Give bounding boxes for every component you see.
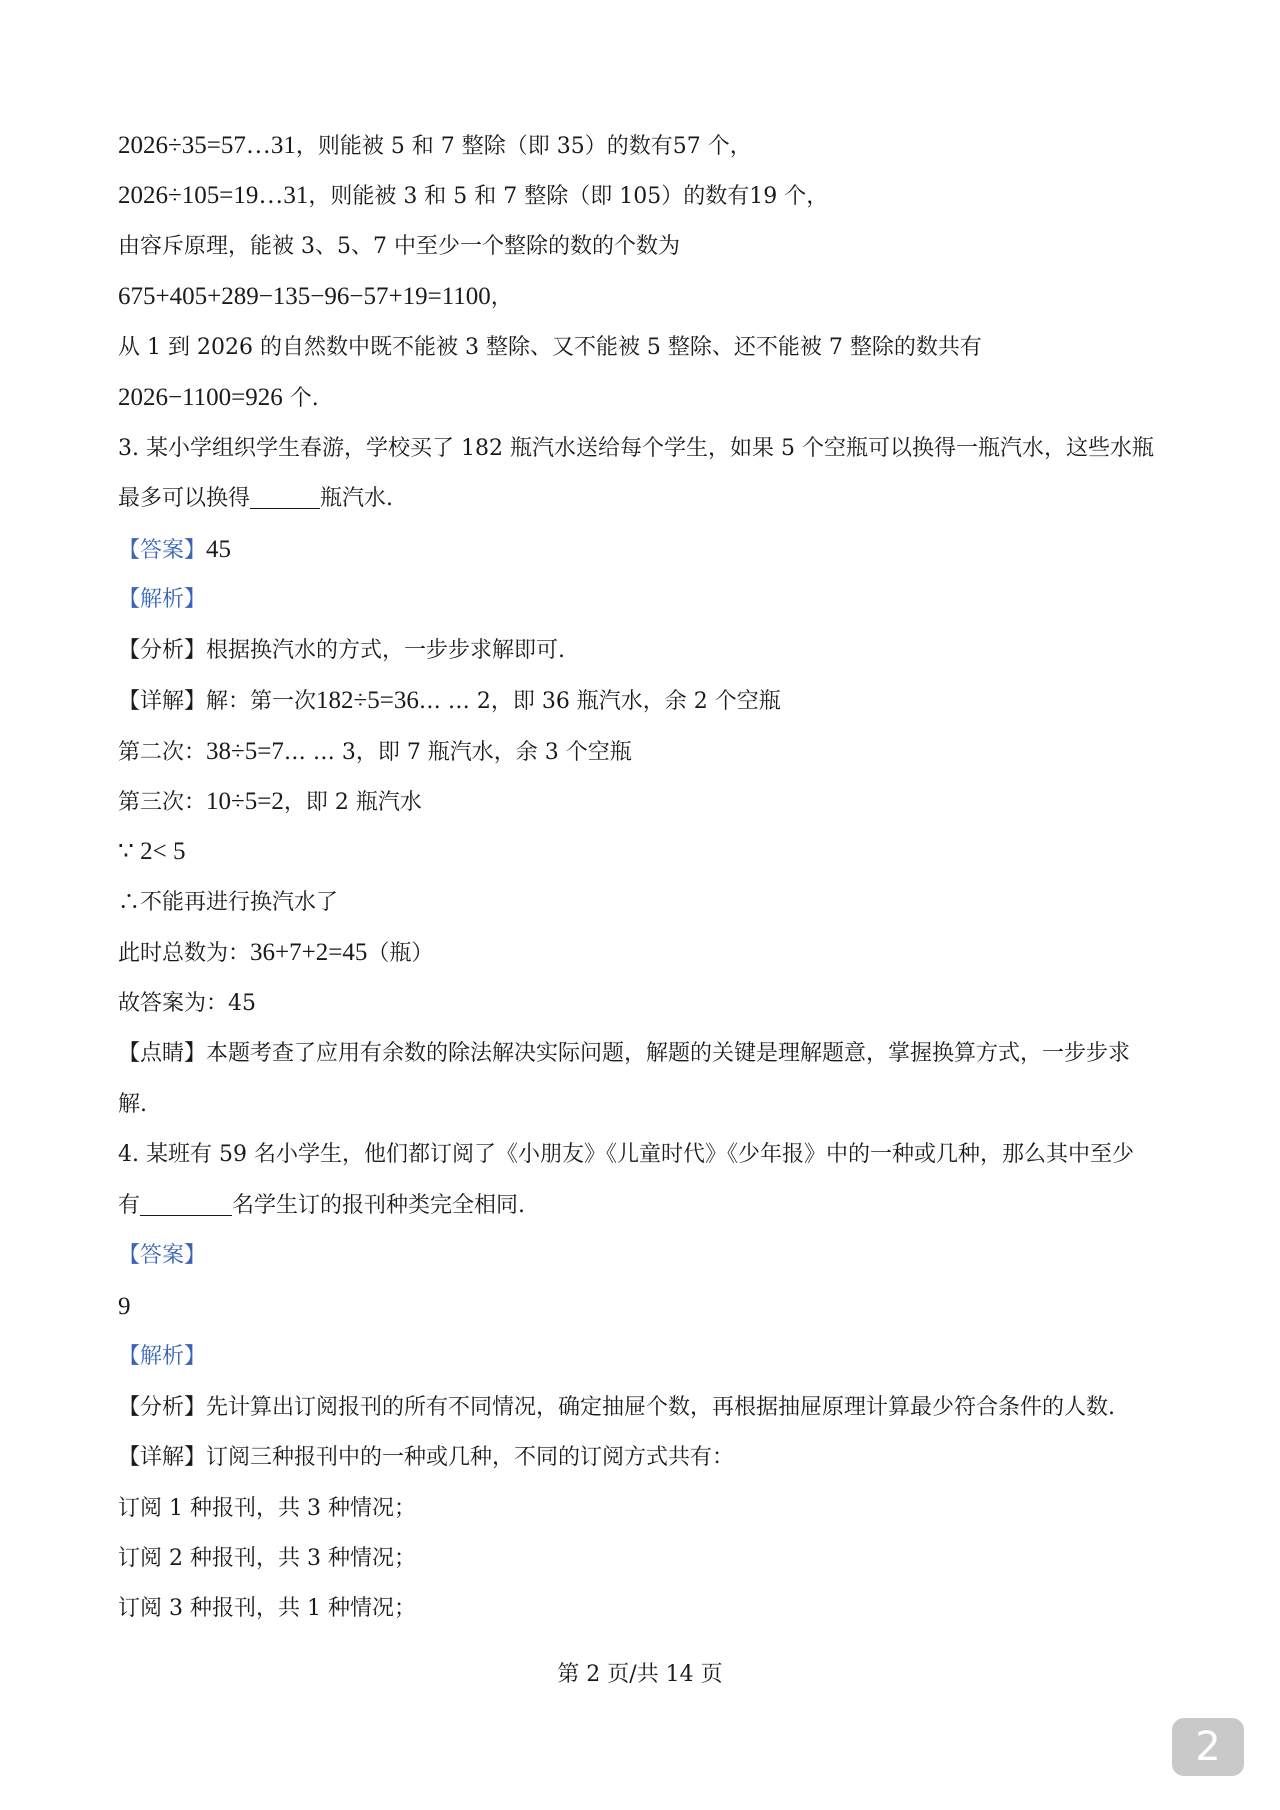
formula-text: ，则能被 3 和 5 和 7 整除（即 105）的数有19 个， — [308, 184, 829, 209]
calc-line-3 — [118, 232, 680, 262]
q4-text-before-blank: 有 — [118, 1193, 141, 1218]
formula-text: ，即 2 瓶汽水 — [283, 790, 422, 815]
q3-second-step — [118, 737, 632, 768]
q4-answer-heading — [118, 1241, 206, 1271]
q4-xiangjie-text: 【详解】订阅三种报刊中的一种或几种，不同的订阅方式共有： — [118, 1445, 735, 1470]
page-number-badge: 2 — [1172, 1718, 1244, 1776]
q3-fenxi-text: 【分析】根据换汽水的方式，一步步求解即可. — [118, 638, 565, 663]
q4-answer: 9 — [118, 1293, 131, 1320]
formula-text: （瓶） — [367, 941, 434, 966]
q4-xiangjie — [118, 1443, 734, 1473]
answer-tag: 【答案】 — [118, 538, 207, 563]
analysis-tag: 【解析】 — [118, 587, 207, 612]
q3-question-line-1 — [118, 434, 1154, 464]
q3-dianjing-line-2 — [118, 1090, 147, 1120]
q3-therefore — [118, 888, 338, 918]
formula: 182÷5=36 — [316, 687, 419, 714]
calc-line-6 — [118, 383, 319, 414]
q4-question-line-2 — [118, 1191, 525, 1221]
q3-xiangjie — [118, 686, 781, 717]
q4-answer-line — [118, 1292, 131, 1322]
q3-final — [118, 989, 256, 1019]
case-text: 订阅 1 种报刊，共 3 种情况； — [118, 1496, 416, 1521]
q3-analysis-heading — [118, 585, 206, 615]
final-answer-text: 故答案为：45 — [118, 991, 256, 1016]
step-label: 第三次： — [118, 790, 207, 815]
formula: 2026−1100=926 — [118, 384, 283, 411]
total-label: 此时总数为： — [118, 941, 251, 966]
formula-text: … … 3，即 7 瓶汽水，余 3 个空瓶 — [283, 740, 632, 765]
q4-question-line-1 — [118, 1140, 1134, 1170]
formula-text: … … 2，即 36 瓶汽水，余 2 个空瓶 — [418, 689, 781, 714]
dianjing-text: 解. — [118, 1092, 147, 1117]
q3-because — [118, 837, 186, 867]
q4-text-after-blank: 名学生订的报刊种类完全相同. — [232, 1193, 526, 1218]
q4-case-2 — [118, 1544, 416, 1574]
formula: 2026÷35=57…31 — [118, 132, 296, 159]
formula-text: ， — [490, 285, 513, 310]
dianjing-text: 【点睛】本题考查了应用有余数的除法解决实际问题，解题的关键是理解题意，掌握换算方式，一步步求 — [118, 1041, 1131, 1066]
answer-tag: 【答案】 — [118, 1243, 207, 1268]
q3-question-line-2 — [118, 484, 393, 514]
q4-case-1 — [118, 1494, 416, 1524]
calc-line-4 — [118, 282, 513, 313]
formula: 38÷5=7 — [206, 738, 284, 765]
page-footer: 第 2 页/共 14 页 — [557, 1662, 723, 1687]
q4-fenxi-text: 【分析】先计算出订阅报刊的所有不同情况，确定抽屉个数，再根据抽屉原理计算最少符合条件的人数. — [118, 1395, 1115, 1420]
formula-text: ，则能被 5 和 7 整除（即 35）的数有57 个， — [295, 134, 752, 159]
q3-total — [118, 938, 433, 969]
q3-fenxi — [118, 636, 565, 666]
q3-answer-line — [118, 535, 231, 566]
calc-line-5 — [118, 333, 982, 363]
step-label: 第二次： — [118, 740, 207, 765]
therefore-text: ∴不能再进行换汽水了 — [118, 890, 339, 915]
q3-third-step — [118, 787, 422, 818]
q3-answer: 45 — [206, 536, 232, 563]
formula-text: 个. — [282, 386, 319, 411]
calc-line-2 — [118, 181, 828, 212]
case-text: 订阅 3 种报刊，共 1 种情况； — [118, 1596, 416, 1621]
text: 由容斥原理，能被 3、5、7 中至少一个整除的数的个数为 — [118, 234, 680, 259]
case-text: 订阅 2 种报刊，共 3 种情况； — [118, 1546, 416, 1571]
q4-answer-blank — [140, 1193, 232, 1216]
q3-answer-blank — [250, 486, 320, 509]
q3-text-after-blank: 瓶汽水. — [320, 486, 394, 511]
q3-dianjing-line-1 — [118, 1039, 1130, 1069]
q4-case-3 — [118, 1594, 416, 1624]
formula: 10÷5=2 — [206, 788, 284, 815]
q4-question-text: 4. 某班有 59 名小学生，他们都订阅了《小朋友》《儿童时代》《少年报》中的一种或几种，那么其中至少 — [118, 1142, 1134, 1167]
because-text: ∵ 2< 5 — [118, 838, 186, 865]
text: 从 1 到 2026 的自然数中既不能被 3 整除、又不能被 5 整除、还不能被 7 整除的数共有 — [118, 335, 982, 360]
q3-xiangjie-label: 【详解】解：第一次 — [118, 689, 317, 714]
q3-question-text: 3. 某小学组织学生春游，学校买了 182 瓶汽水送给每个学生，如果 5 个空瓶可以换得一瓶汽水，这些水瓶 — [118, 436, 1154, 461]
formula: 36+7+2=45 — [250, 939, 368, 966]
q4-fenxi — [118, 1393, 1115, 1423]
q3-text-before-blank: 最多可以换得 — [118, 486, 251, 511]
formula: 2026÷105=19…31 — [118, 182, 309, 209]
calc-line-1 — [118, 131, 752, 162]
formula: 675+405+289−135−96−57+19=1100 — [118, 283, 491, 310]
analysis-tag: 【解析】 — [118, 1344, 207, 1369]
q4-analysis-heading — [118, 1342, 206, 1372]
